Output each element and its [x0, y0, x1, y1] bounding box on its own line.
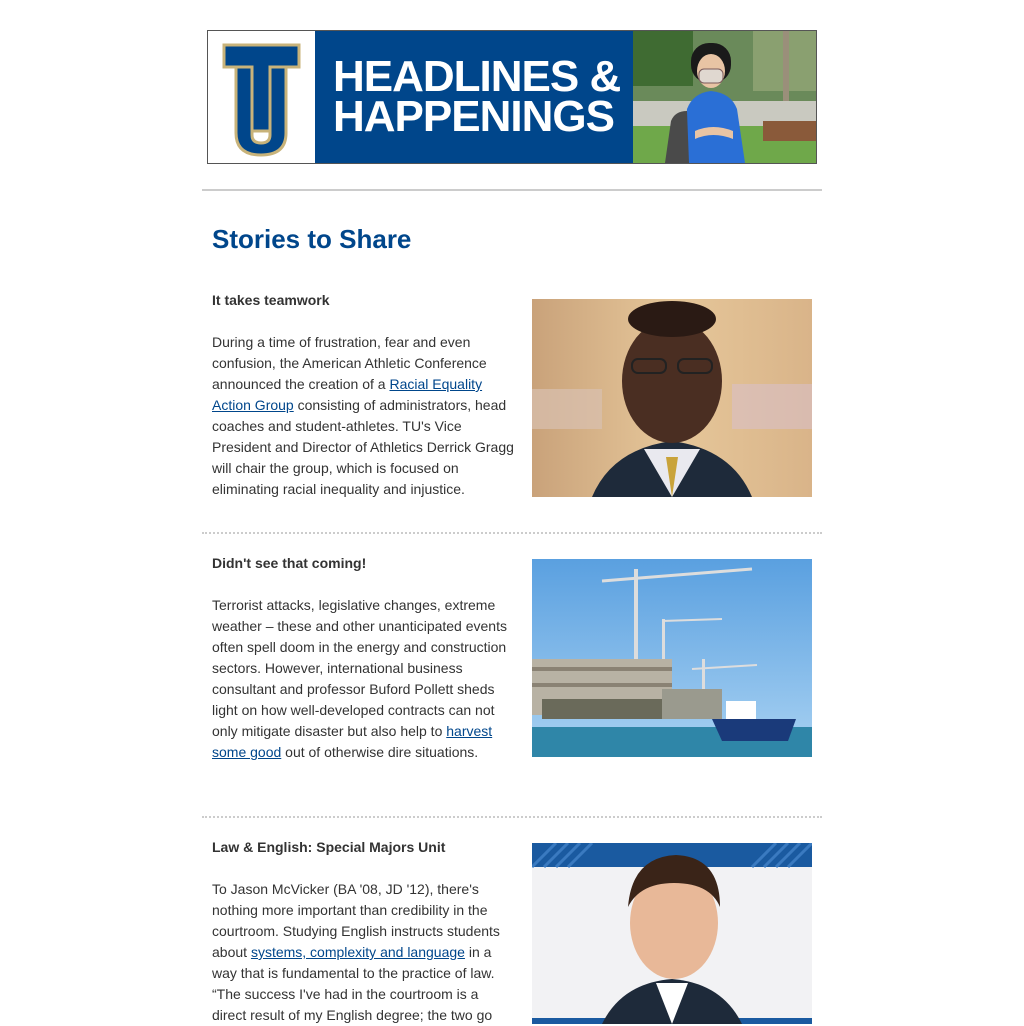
story-heading: It takes teamwork — [212, 292, 330, 308]
story-heading: Didn't see that coming! — [212, 555, 367, 571]
story-text: Terrorist attacks, legislative changes, extreme weather – these and other unanticipated events often spell doom in the energy and construction sectors. However, international business consultant and professor Buford Pollett sheds light on how well-developed contracts can not only mitigate disaster but also help to — [212, 597, 507, 739]
story-body — [212, 332, 516, 500]
harvest-some-good-link[interactable]: harvest some good — [212, 723, 493, 760]
story-1 — [212, 290, 516, 500]
story-text: During a time of frustration, fear and even confusion, the American Athletic Conference announced the creation of a — [212, 334, 487, 392]
banner-student-photo — [633, 31, 816, 163]
banner-title-line2: HAPPENINGS — [333, 92, 614, 141]
banner-title — [333, 52, 621, 141]
story-2-photo — [532, 559, 812, 757]
story-3 — [212, 837, 516, 1026]
story-3-photo — [532, 843, 812, 1024]
story-text: consisting of administrators, head coaches and student-athletes. TU's Vice President and Director of Athletics Derrick Gragg will chair the group, which is focused on eliminating racial inequality and injustice. — [212, 397, 514, 497]
story-heading: Law & English: Special Majors Unit — [212, 839, 446, 855]
story-body — [212, 595, 516, 763]
story-text: To Jason McVicker (BA '08, JD '12), there's nothing more important than credibility in the courtroom. Studying English instructs students about — [212, 881, 500, 960]
tu-logo — [208, 31, 315, 163]
systems-complexity-link[interactable]: systems, complexity and language — [250, 944, 465, 960]
header-divider — [202, 189, 822, 191]
story-body — [212, 879, 516, 1026]
story-text: in a way that is fundamental to the practice of law. “The success I've had in the courtroom is a direct result of my English degree; the two go — [212, 944, 495, 1023]
newsletter-banner — [207, 30, 817, 164]
banner-title-line1: HEADLINES & — [333, 52, 621, 101]
banner-title-block — [315, 31, 633, 163]
story-divider — [202, 816, 822, 818]
story-text: out of otherwise dire situations. — [281, 744, 479, 760]
section-title: Stories to Share — [212, 224, 412, 254]
racial-equality-link[interactable]: Racial Equality Action Group — [212, 376, 483, 413]
story-divider — [202, 532, 822, 534]
story-2 — [212, 553, 516, 763]
story-1-photo — [532, 299, 812, 497]
